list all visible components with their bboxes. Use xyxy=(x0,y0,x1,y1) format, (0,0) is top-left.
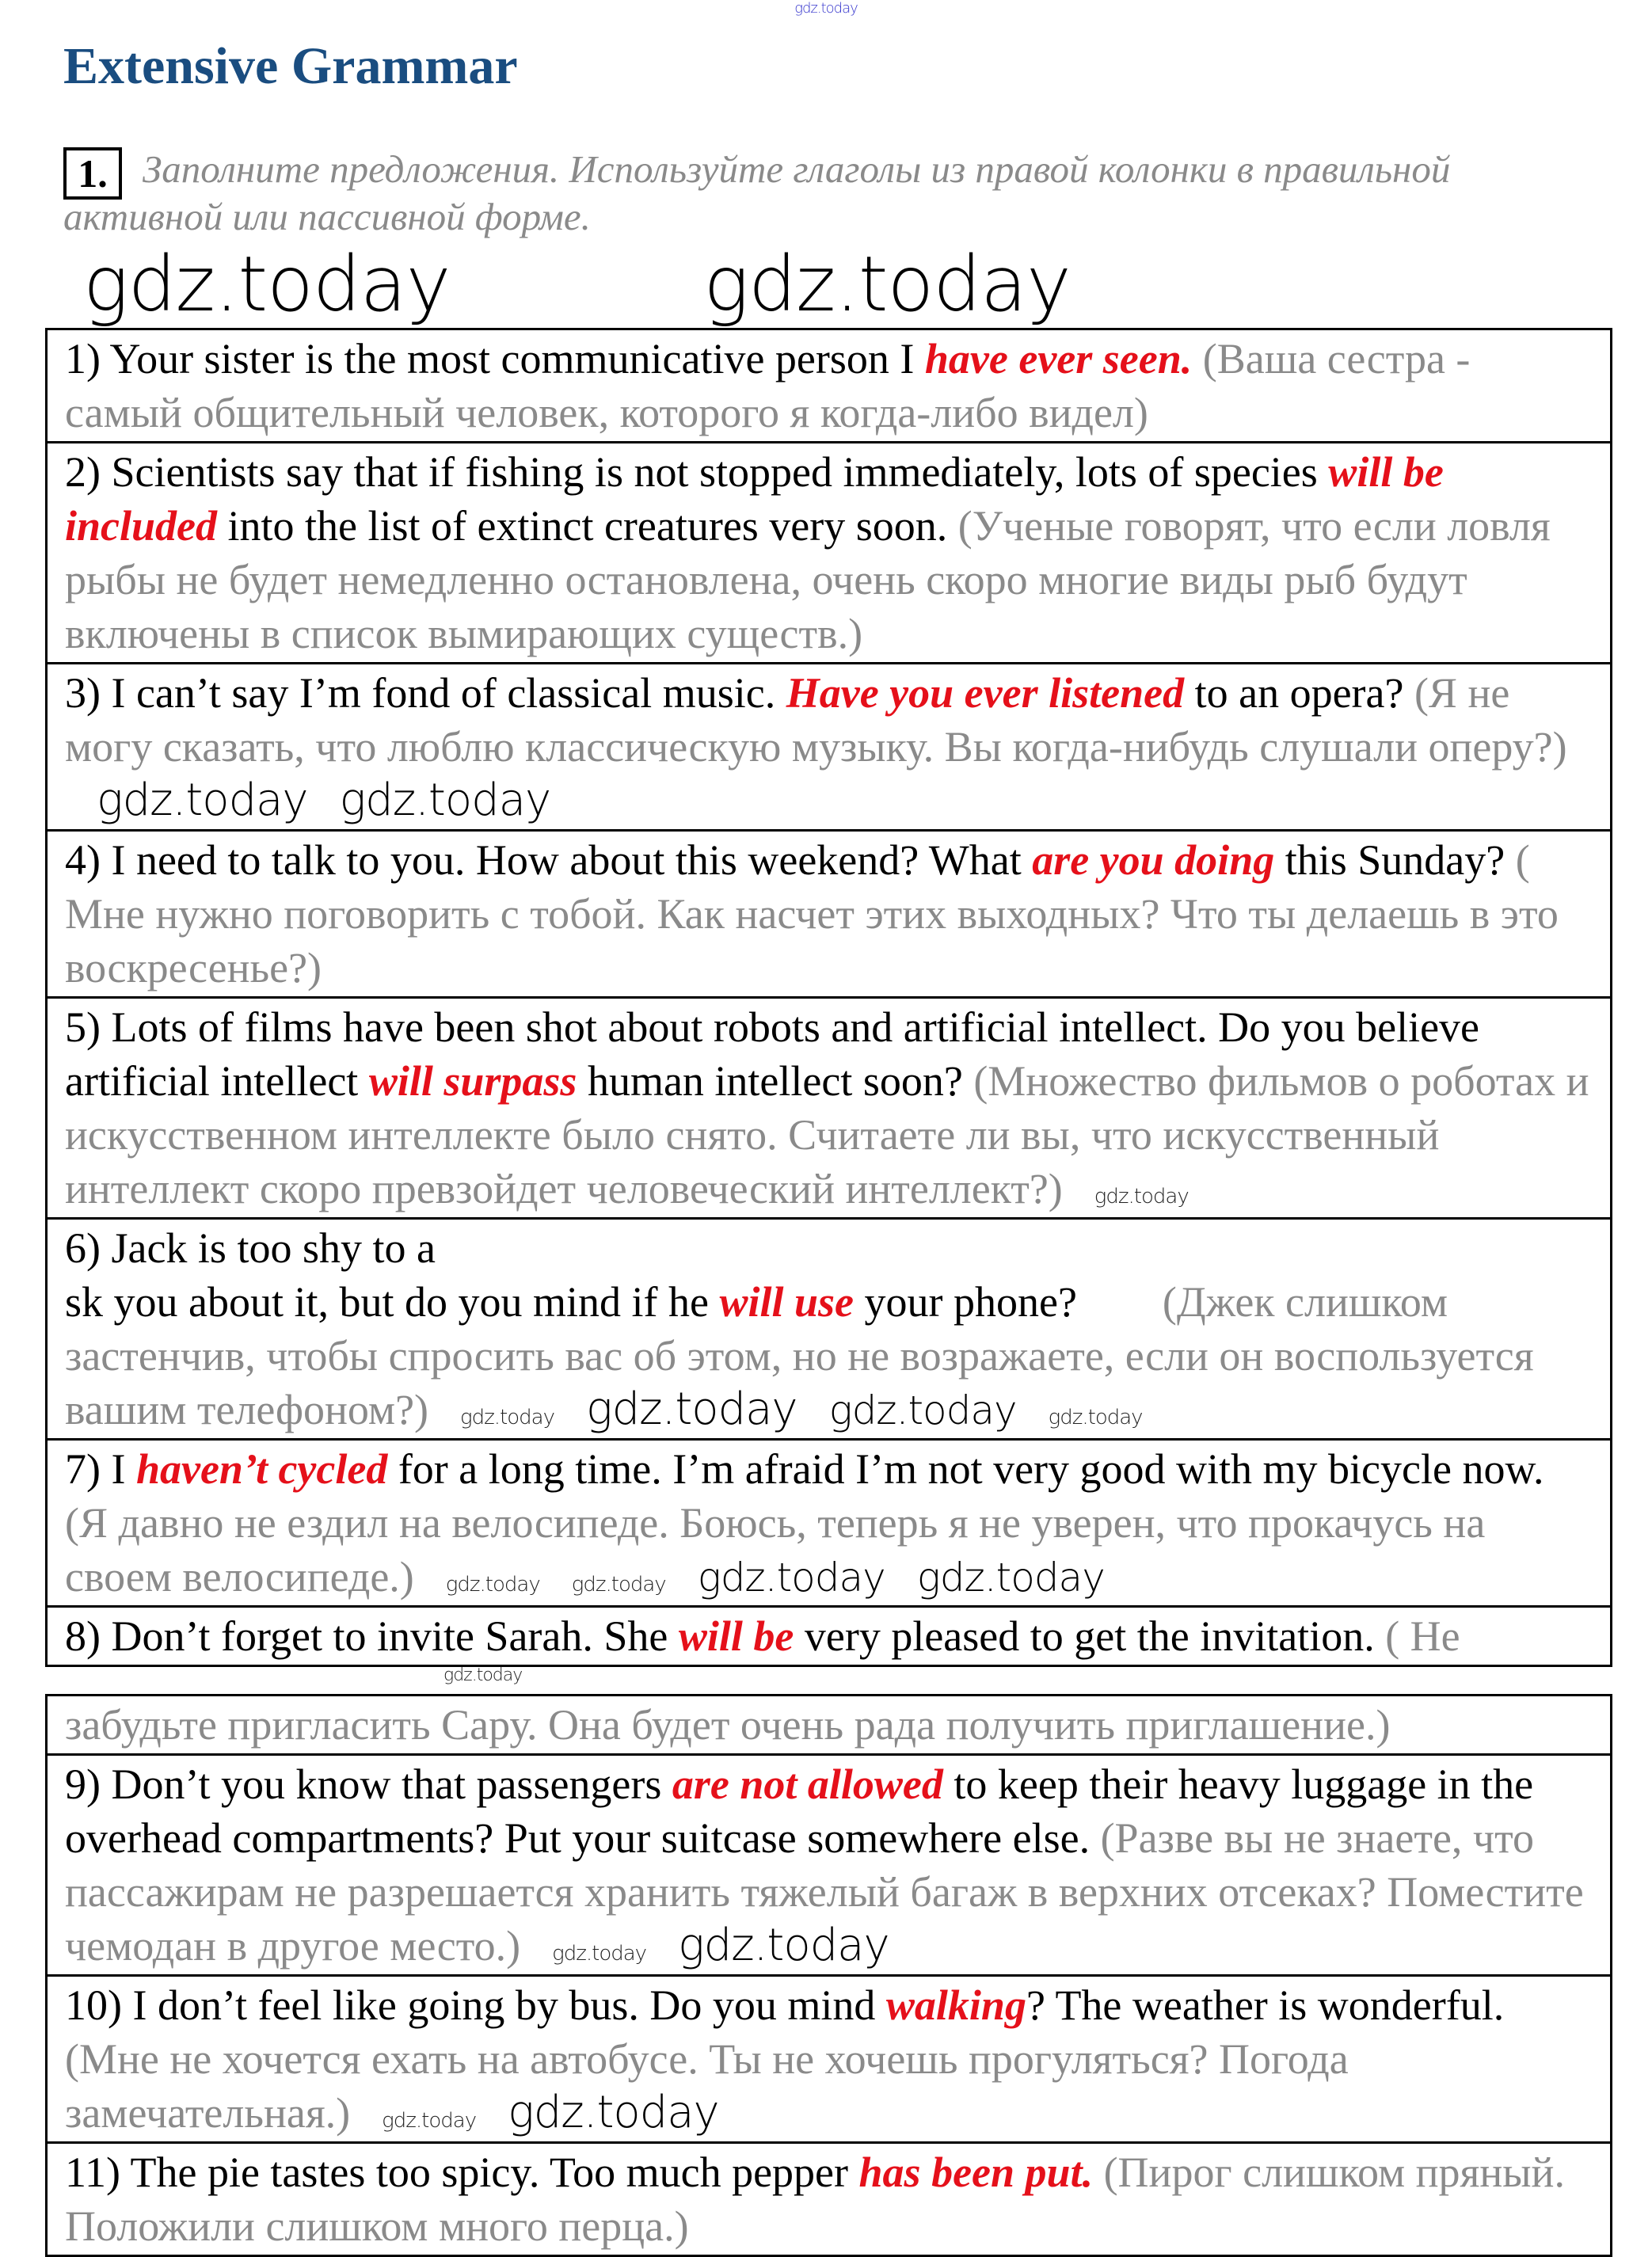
translation-text: забудьте пригласить Сару. Она будет очень рада получить приглашение.) xyxy=(65,1701,1391,1749)
sentence-text: 10) I don’t feel like going by bus. Do you mind xyxy=(65,1981,886,2029)
watermark: gdz.today xyxy=(443,1665,523,1685)
watermark: gdz.today xyxy=(1048,1406,1143,1429)
translation-text: (Я не могу сказать, что люблю классическую музыку. Вы когда-нибудь слушали оперу?) xyxy=(65,669,1567,771)
watermark: gdz.today xyxy=(445,1573,540,1597)
table-row xyxy=(48,443,1610,664)
watermark: gdz.today xyxy=(460,1406,554,1429)
answer-text: will be included xyxy=(65,448,1444,550)
watermark: gdz.today xyxy=(1094,1185,1189,1208)
exercise-instruction: Заполните предложения. Используйте глаголы из правой колонки в правильной активной или пассивной форме. xyxy=(63,147,1451,238)
watermark: gdz.today xyxy=(552,1942,647,1966)
translation-text: (Множество фильмов о роботах и искусственном интеллекте было снято. Считаете ли вы, что искусственный интеллект скоро превзойдет человеческий интеллект?) xyxy=(65,1057,1589,1212)
answer-text: are you doing xyxy=(1032,836,1275,884)
table-row xyxy=(48,664,1610,832)
table-row xyxy=(48,999,1610,1220)
table-row xyxy=(48,2144,1610,2255)
table-row xyxy=(48,1977,1610,2144)
sentence-text: 1) Your sister is the most communicative person I xyxy=(65,335,925,383)
answer-text: haven’t cycled xyxy=(135,1445,388,1493)
exercise-table-part-1 xyxy=(45,328,1612,1667)
sentence-text: 9) Don’t you know that passengers xyxy=(65,1760,672,1808)
sentence-text: 4) I need to talk to you. How about this weekend? What xyxy=(65,836,1033,884)
sentence-text: your phone? xyxy=(854,1278,1163,1326)
answer-text: will surpass xyxy=(368,1057,577,1105)
sentence-text: 6) Jack is too shy to a sk you about it, but do you mind if he xyxy=(65,1224,709,1326)
watermark: gdz.today xyxy=(339,775,551,826)
translation-text: (Ученые говорят, что если ловля рыбы не будет немедленно остановлена, очень скоро многие виды рыб будут включены в список вымирающих существ.) xyxy=(65,502,1551,657)
watermark: gdz.today xyxy=(678,1920,889,1971)
table-row xyxy=(48,1441,1610,1608)
table-row xyxy=(48,1696,1610,1756)
sentence-text: to keep their heavy luggage in the overhead compartments? Put your suitcase somewhere else. xyxy=(65,1760,1534,1862)
watermark: gdz.today xyxy=(697,1555,885,1600)
translation-text: (Пирог слишком пряный. Положили слишком много перца.) xyxy=(65,2149,1565,2250)
sentence-text: 8) Don’t forget to invite Sarah. She xyxy=(65,1612,679,1660)
translation-text: ( Мне нужно поговорить с тобой. Как насчет этих выходных? Что ты делаешь в это воскресенье?) xyxy=(65,836,1559,991)
answer-text: walking xyxy=(885,1981,1026,2029)
table-row xyxy=(48,1220,1610,1441)
watermark: gdz.today xyxy=(828,1387,1017,1433)
answer-text: has been put. xyxy=(858,2149,1094,2196)
watermark: gdz.today xyxy=(83,240,451,329)
table-row xyxy=(48,330,1610,443)
watermark: gdz.today xyxy=(571,1573,666,1597)
sentence-text: for a long time. I’m afraid I’m not very good with my bicycle now. xyxy=(387,1445,1544,1493)
answer-text: are not allowed xyxy=(672,1760,943,1808)
answer-text: will be xyxy=(678,1612,794,1660)
sentence-text: 3) I can’t say I’m fond of classical music. xyxy=(65,669,786,717)
answer-text: Have you ever listened xyxy=(786,669,1185,717)
table-row xyxy=(48,1756,1610,1977)
translation-text: (Джек слишком застенчив, чтобы спросить вас об этом, но не возражаете, если он воспользуется вашим телефоном?) xyxy=(65,1278,1545,1433)
sentence-text: 5) Lots of films have been shot about robots and artificial intellect. Do you believe artificial intellect xyxy=(65,1003,1480,1105)
translation-text: (Мне не хочется ехать на автобусе. Ты не хочешь прогуляться? Погода замечательная.) xyxy=(65,2035,1349,2137)
answer-text: will use xyxy=(719,1278,854,1326)
translation-text: (Я давно не ездил на велосипеде. Боюсь, теперь я не уверен, что прокачусь на своем велосипеде.) xyxy=(65,1499,1486,1600)
sentence-text: very pleased to get the invitation. xyxy=(794,1612,1386,1660)
watermark: gdz.today xyxy=(916,1555,1105,1600)
watermark: gdz.today xyxy=(703,240,1071,329)
exercise-number: 1. xyxy=(63,147,122,200)
sentence-text: to an opera? xyxy=(1184,669,1414,717)
answer-text: have ever seen. xyxy=(924,335,1193,383)
translation-text: ( Не xyxy=(1385,1612,1460,1660)
translation-text: (Ваша сестра - самый общительный человек, которого я когда-либо видел) xyxy=(65,335,1471,436)
page-title: Extensive Grammar xyxy=(63,37,518,95)
sentence-text: into the list of extinct creatures very soon. xyxy=(217,502,958,550)
sentence-text: 11) The pie tastes too spicy. Too much pepper xyxy=(65,2149,859,2196)
watermark: gdz.today xyxy=(97,775,308,826)
sentence-text: this Sunday? xyxy=(1274,836,1516,884)
sentence-text: human intellect soon? xyxy=(577,1057,974,1105)
watermark: gdz.today xyxy=(508,2087,719,2138)
watermark: gdz.today xyxy=(382,2109,477,2133)
sentence-text: 2) Scientists say that if fishing is not stopped immediately, lots of species xyxy=(65,448,1329,496)
sentence-text: ? The weather is wonderful. xyxy=(1026,1981,1505,2029)
exercise-table-part-2 xyxy=(45,1694,1612,2257)
translation-text: (Разве вы не знаете, что пассажирам не разрешается хранить тяжелый багаж в верхних отсеках? Поместите чемодан в другое место.) xyxy=(65,1814,1584,1970)
table-row xyxy=(48,832,1610,999)
table-row xyxy=(48,1608,1610,1665)
watermark: gdz.today xyxy=(794,0,858,17)
watermark: gdz.today xyxy=(585,1384,797,1435)
sentence-text: 7) I xyxy=(65,1445,136,1493)
